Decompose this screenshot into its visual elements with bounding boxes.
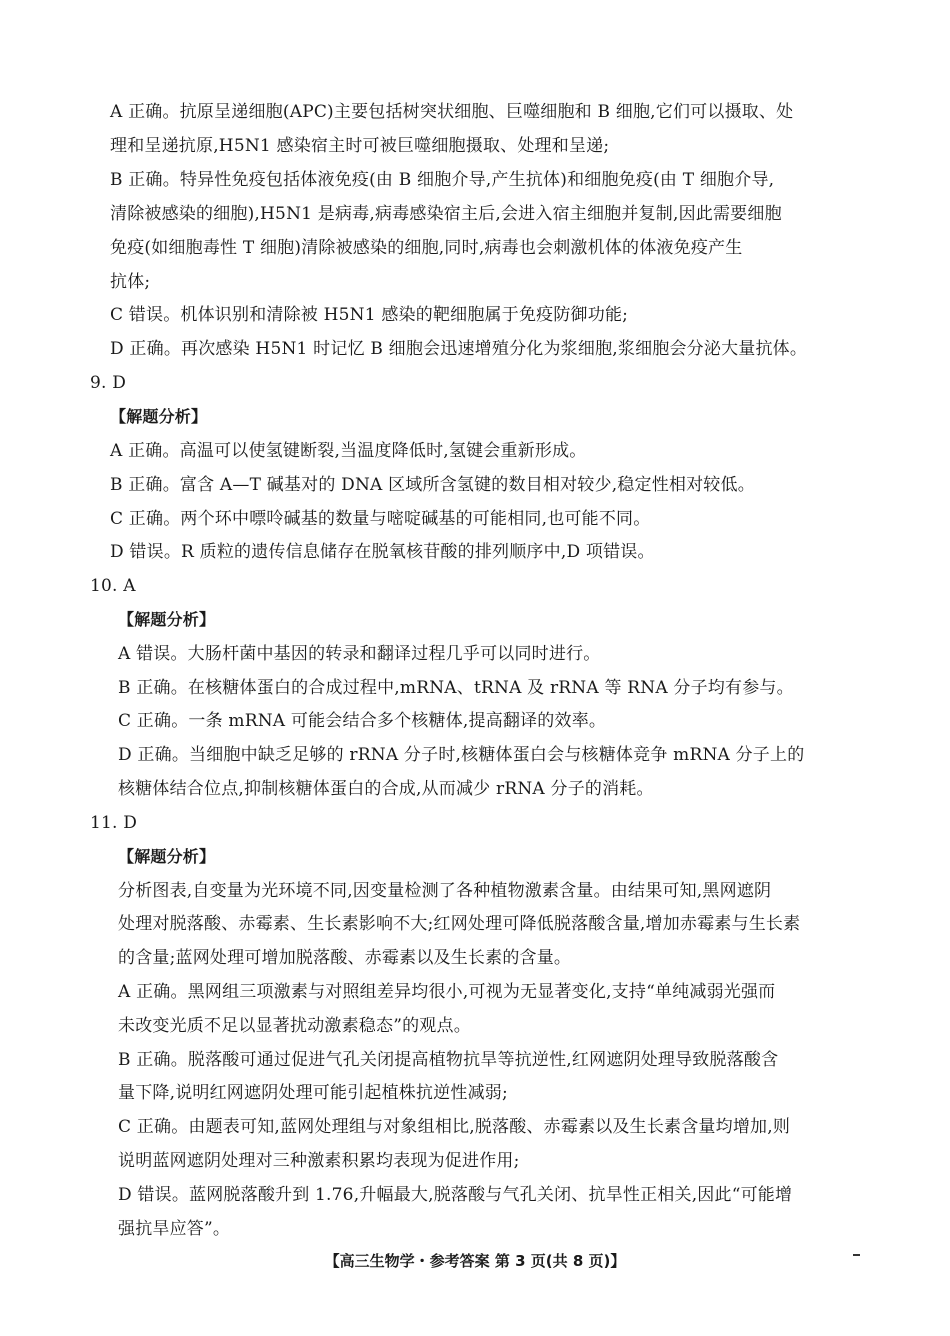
text-line: C 正确。由题表可知,蓝网处理组与对象组相比,脱落酸、赤霉素以及生长素含量均增加,则 [118, 1117, 791, 1137]
text-line: A 错误。大肠杆菌中基因的转录和翻译过程几乎可以同时进行。 [118, 644, 601, 664]
text-line: D 错误。R 质粒的遗传信息储存在脱氧核苷酸的排列顺序中,D 项错误。 [110, 542, 655, 562]
text-line: C 正确。两个环中嘌呤碱基的数量与嘧啶碱基的可能相同,也可能不同。 [110, 509, 651, 529]
text-line: 核糖体结合位点,抑制核糖体蛋白的合成,从而减少 rRNA 分子的消耗。 [118, 779, 654, 799]
text-line: D 错误。蓝网脱落酸升到 1.76,升幅最大,脱落酸与气孔关闭、抗旱性正相关,因此“可能增 [118, 1185, 793, 1205]
question-number: 11. D [90, 813, 138, 833]
text-line: 强抗旱应答”。 [118, 1219, 231, 1239]
text-line: 免疫(如细胞毒性 T 细胞)清除被感染的细胞,同时,病毒也会刺激机体的体液免疫产生 [110, 238, 743, 258]
text-line: 处理对脱落酸、赤霉素、生长素影响不大;红网处理可降低脱落酸含量,增加赤霉素与生长素 [118, 914, 801, 934]
text-line: B 正确。特异性免疫包括体液免疫(由 B 细胞介导,产生抗体)和细胞免疫(由 T 细胞介导, [110, 170, 775, 190]
text-line: 未改变光质不足以显著扰动激素稳态”的观点。 [118, 1016, 471, 1036]
text-line: 的含量;蓝网处理可增加脱落酸、赤霉素以及生长素的含量。 [118, 948, 572, 968]
text-line: B 正确。富含 A—T 碱基对的 DNA 区域所含氢键的数目相对较少,稳定性相对较低。 [110, 475, 755, 495]
text-line: 量下降,说明红网遮阴处理可能引起植株抗逆性减弱; [118, 1083, 508, 1103]
text-line: A 正确。黑网组三项激素与对照组差异均很小,可视为无显著变化,支持“单纯减弱光强而 [118, 982, 776, 1002]
analysis-heading: 【解题分析】 [110, 407, 208, 426]
text-line: A 正确。抗原呈递细胞(APC)主要包括树突状细胞、巨噬细胞和 B 细胞,它们可以摄取、处 [110, 102, 794, 122]
corner-mark [853, 1254, 860, 1256]
question-number: 9. D [90, 373, 127, 393]
text-line: B 正确。在核糖体蛋白的合成过程中,mRNA、tRNA 及 rRNA 等 RNA 分子均有参与。 [118, 678, 794, 698]
text-line: D 正确。再次感染 H5N1 时记忆 B 细胞会迅速增殖分化为浆细胞,浆细胞会分泌大量抗体。 [110, 339, 808, 359]
text-line: 分析图表,自变量为光环境不同,因变量检测了各种植物激素含量。由结果可知,黑网遮阴 [118, 881, 772, 901]
text-line: B 正确。脱落酸可通过促进气孔关闭提高植物抗旱等抗逆性,红网遮阴处理导致脱落酸含 [118, 1050, 779, 1070]
page-footer: 【高三生物学・参考答案 第 3 页(共 8 页)】 [324, 1252, 626, 1270]
text-line: A 正确。高温可以使氢键断裂,当温度降低时,氢键会重新形成。 [110, 441, 587, 461]
text-line: 理和呈递抗原,H5N1 感染宿主时可被巨噬细胞摄取、处理和呈递; [110, 136, 610, 156]
text-line: 说明蓝网遮阴处理对三种激素积累均表现为促进作用; [118, 1151, 520, 1171]
text-line: D 正确。当细胞中缺乏足够的 rRNA 分子时,核糖体蛋白会与核糖体竞争 mRNA 分子上的 [118, 745, 805, 765]
text-line: C 错误。机体识别和清除被 H5N1 感染的靶细胞属于免疫防御功能; [110, 305, 629, 325]
text-line: C 正确。一条 mRNA 可能会结合多个核糖体,提高翻译的效率。 [118, 711, 607, 731]
analysis-heading: 【解题分析】 [118, 847, 216, 866]
text-line: 清除被感染的细胞),H5N1 是病毒,病毒感染宿主后,会进入宿主细胞并复制,因此需要细胞 [110, 204, 782, 224]
question-number: 10. A [90, 576, 136, 596]
analysis-heading: 【解题分析】 [118, 610, 216, 629]
text-line: 抗体; [110, 272, 151, 292]
